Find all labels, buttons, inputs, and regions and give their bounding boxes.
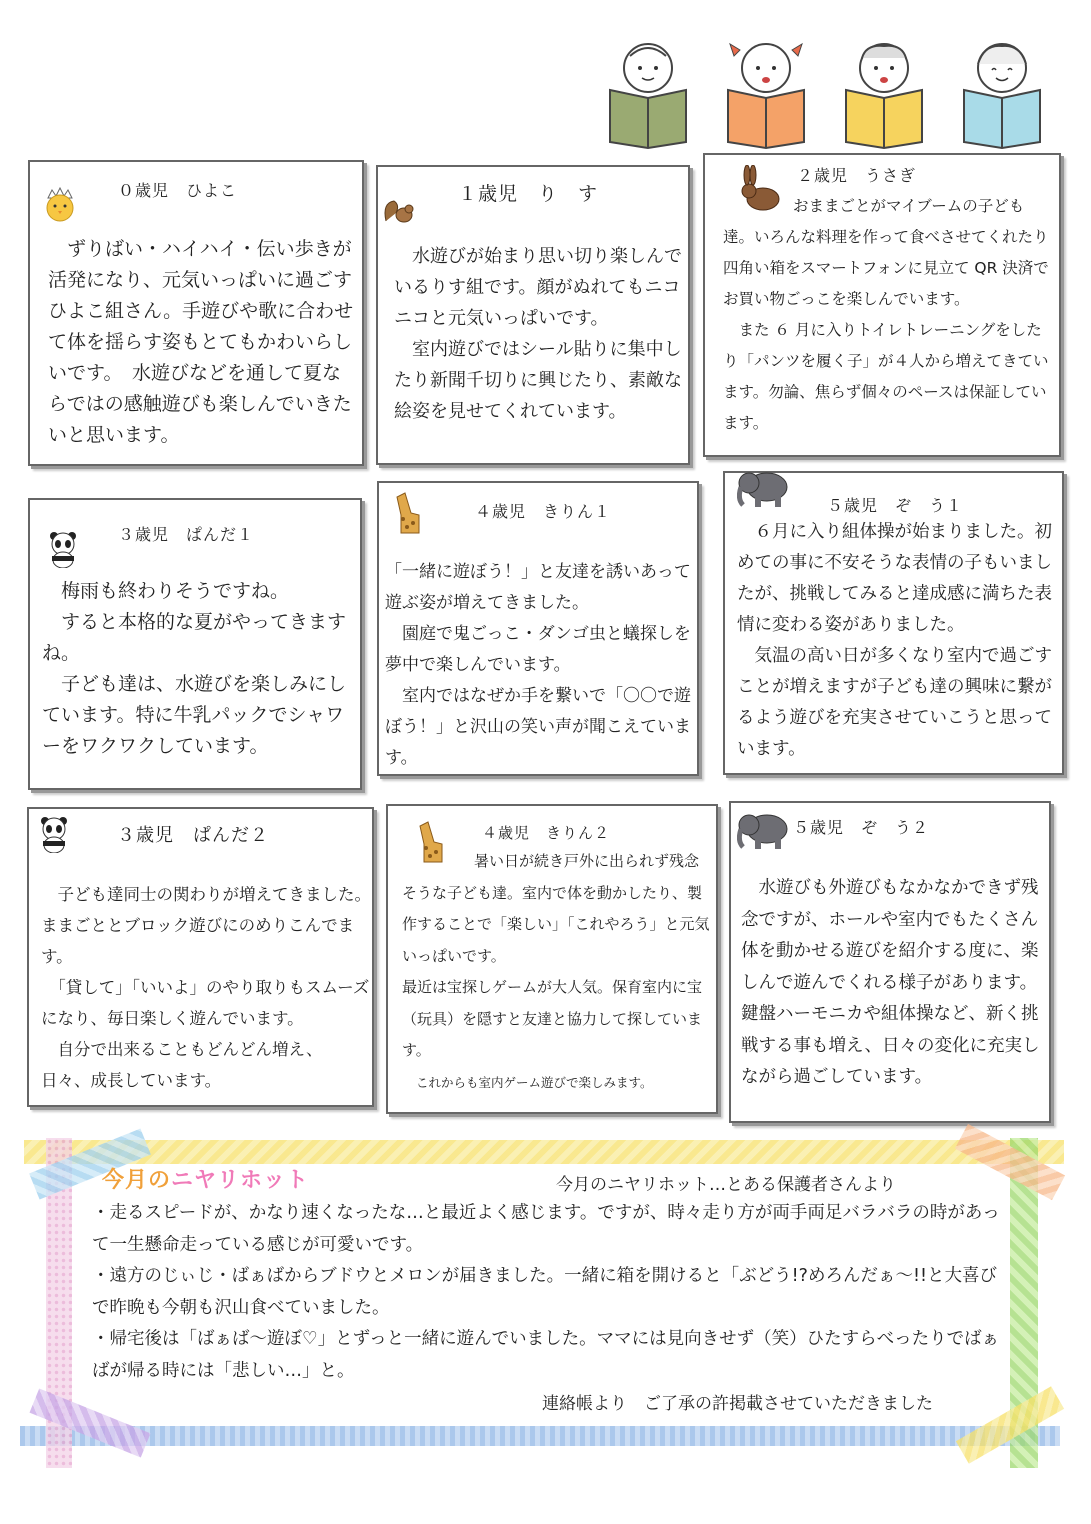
paragraph: 室内遊びではシール貼りに集中したり新聞千切りに興じたり、素敵な絵姿を見せてくれています。 (394, 339, 682, 422)
class-title: ５歳児 ぞ う２ (793, 818, 930, 837)
paragraph: ６月に入り組体操が始まりました。初めての事に不安そうな表情の子もいましたが、挑戦してみると達成感に満ちた表情に変わる姿がありました。 (737, 522, 1052, 635)
class-title: ２歳児 うさぎ (797, 166, 917, 185)
nyari-subtitle: 今月のニヤリホット…とある保護者さんより (556, 1175, 896, 1195)
paragraph: 「貸して」「いいよ」のやり取りもスムーズになり、毎日楽しく遊んでいます。 (41, 978, 370, 1028)
class-box-kirin2 (386, 804, 718, 1114)
nyari-title-part2: ニヤリホット (171, 1168, 310, 1193)
nyari-hot-title (102, 1163, 309, 1194)
child-reading-icon (610, 44, 686, 148)
reading-children-illustration (608, 40, 1058, 150)
paragraph: また ６ 月に入りトイレトレーニングをしたり「パンツを履く子」が４人から増えてきています。勿論、焦らず個々のペースは保証しています。 (723, 321, 1049, 432)
paragraph: 室内ではなぜか手を繋いで「〇〇で遊ぼう！」と沢山の笑い声が聞こえています。 (385, 686, 691, 768)
class-text (402, 846, 712, 1098)
paragraph: 子ども達同士の関わりが増えてきました。ままごととブロック遊びにのめりこんでます。 (41, 885, 371, 966)
paragraph: 暑い日が続き戸外に出られず残念そうな子ども達。室内で体を動かしたり、製作することで「楽しい」「これやろう」と元気いっぱいです。 (402, 852, 710, 965)
paragraph: おままごとがマイブームの子ども達。いろんな料理を作って食べさせてくれたり四角い箱をスマートフォンに見立て QR 決済でお買い物ごっこを楽しんでいます。 (723, 197, 1049, 308)
nyari-title-part1: 今月の (102, 1168, 172, 1193)
class-title: ５歳児 ぞ う１ (827, 496, 964, 515)
paragraph: 水遊びが始まり思い切り楽しんでいるりす組です。顔がぬれてもニコニコと元気いっぱいです。 (394, 246, 682, 329)
class-text (723, 191, 1055, 439)
paragraph: 気温の高い日が多くなり室内で過ごすことが増えますが子ども達の興味に繋がるよう遊びを充実させていこうと思っています。 (737, 646, 1052, 759)
class-text (41, 879, 371, 1096)
class-box-hiyoko (28, 160, 364, 466)
nyari-item: ・帰宅後は「ばぁば～遊ぼ♡」とずっと一緒に遊んでいました。ママには見向きせず（笑）ひたすらべったりでばぁばが帰る時には「悲しい…」と。 (92, 1329, 1000, 1381)
paragraph: 最近は宝探しゲームが大人気。保育室内に宝（玩具）を隠すと友達と協力して探しています。 (402, 978, 703, 1059)
child-reading-icon (964, 44, 1040, 148)
chick-icon (42, 184, 78, 222)
child-reading-icon (846, 44, 922, 148)
elephant-icon (737, 467, 789, 509)
paragraph: ずりばい・ハイハイ・伝い歩きが活発になり、元気いっぱいに過ごすひよこ組さん。手遊びや歌に合わせて体を揺らす姿もとてもかわいらしいです。 水遊びなどを通して夏ならではの感触遊びも楽しんでいきたいと思います。 (48, 238, 354, 446)
class-text (48, 234, 358, 451)
class-box-zou2 (729, 801, 1051, 1123)
class-box-zou1 (723, 471, 1064, 775)
nyari-item: ・走るスピードが、かなり速くなったな…と最近よく感じます。ですが、時々走り方が両手両足バラバラの時があって一生懸命走っている感じが可愛いです。 (92, 1203, 1000, 1255)
class-text (737, 517, 1061, 765)
paragraph: これからも室内ゲーム遊びで楽しみます。 (416, 1074, 653, 1090)
nyari-item: ・遠方のじぃじ・ばぁばからブドウとメロンが届きました。一緒に箱を開けると「ぶどう!?めろんだぁ～!!と大喜びで昨晩も今朝も沢山食べていました。 (92, 1266, 997, 1318)
class-text (394, 241, 684, 427)
panda-icon (48, 530, 78, 568)
paragraph: 子ども達は、水遊びを楽しみにしています。特に牛乳パックでシャワーをワクワクしています。 (42, 673, 347, 757)
paragraph: 自分で出来ることもどんどん増え、日々、成長しています。 (41, 1040, 323, 1090)
class-box-usagi (703, 153, 1061, 457)
class-text (385, 557, 697, 774)
paragraph: 園庭で鬼ごっこ・ダンゴ虫と蟻探しを夢中で楽しんでいます。 (385, 624, 691, 675)
child-reading-icon (728, 44, 804, 148)
paragraph: 鍵盤ハーモニカや組体操など、新く挑戦する事も増え、日々の変化に充実しながら過ごしています。 (741, 1004, 1040, 1087)
class-title: ４歳児 きりん２ (482, 824, 611, 842)
paragraph: 梅雨も終わりそうですね。 (42, 580, 290, 602)
nyari-list (92, 1198, 1010, 1387)
class-title: ４歳児 きりん１ (475, 502, 612, 521)
squirrel-icon (382, 197, 416, 225)
class-box-risu (376, 165, 690, 465)
paragraph: 「一緒に遊ぼう！」と友達を誘いあって遊ぶ姿が増えてきました。 (385, 562, 691, 613)
giraffe-icon (391, 489, 425, 535)
class-text (741, 873, 1041, 1094)
class-box-panda1 (28, 498, 362, 790)
class-title: ３歳児 ぱんだ１ (118, 525, 255, 544)
class-title: ３歳児 ぱんだ２ (117, 825, 269, 846)
class-box-kirin1 (377, 481, 699, 776)
paragraph: 水遊びも外遊びもなかなかできず残念ですが、ホールや室内でもたくさん体を動かせる遊びを紹介する度に、楽しんで遊んでくれる様子があります。 (741, 878, 1039, 993)
tape-decoration (20, 1426, 1060, 1446)
class-title: １歳児 り す (458, 183, 599, 205)
nyari-footer: 連絡帳より ご了承の許掲載させていただきました (542, 1394, 933, 1414)
class-box-panda2 (27, 807, 374, 1107)
tape-decoration (24, 1140, 1064, 1164)
class-text (42, 576, 360, 762)
paragraph: すると本格的な夏がやってきますね。 (42, 611, 347, 664)
class-title: ０歳児 ひよこ (118, 181, 238, 200)
panda-icon (39, 815, 69, 853)
elephant-icon (737, 809, 789, 851)
